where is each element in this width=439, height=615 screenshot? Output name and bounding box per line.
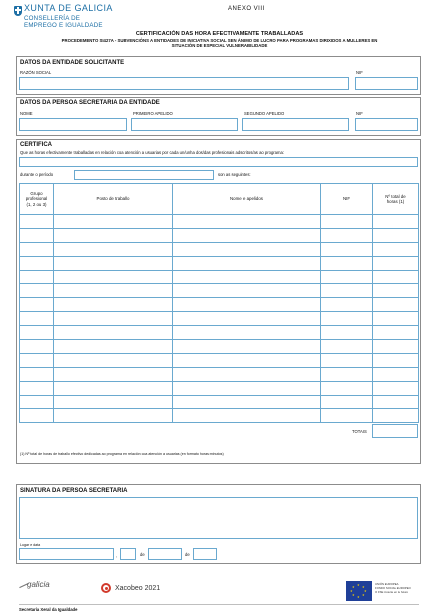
row-nif-cell[interactable] bbox=[321, 381, 373, 395]
government-name: XUNTA DE GALICIA bbox=[24, 3, 113, 13]
row-posto-cell[interactable] bbox=[54, 353, 173, 367]
row-nif-cell[interactable] bbox=[321, 256, 373, 270]
row-posto-cell[interactable] bbox=[54, 298, 173, 312]
certifica-intro: Que as horas efectivamente traballadas en relación coa atención a usuarias por cada un/unha dos/das profesionais adscritos/as ao programa: bbox=[20, 150, 284, 155]
row-nif-cell[interactable] bbox=[321, 353, 373, 367]
xacobeo-logo-dot bbox=[105, 587, 108, 590]
footer-divider bbox=[19, 604, 419, 605]
entity-nif-field[interactable] bbox=[355, 77, 418, 90]
hours-table bbox=[19, 183, 419, 423]
row-nome-cell[interactable] bbox=[173, 228, 321, 242]
row-horas-cell[interactable] bbox=[373, 256, 419, 270]
row-nif-cell[interactable] bbox=[321, 367, 373, 381]
razon-social-field[interactable] bbox=[19, 77, 349, 90]
row-grupo-cell[interactable] bbox=[20, 298, 54, 312]
row-posto-cell[interactable] bbox=[54, 312, 173, 326]
footnote: (1) Nº total de horas de traballo efectivo dedicadas ao programa en relación coa atención a usuarias (en formato horas:minutos) bbox=[20, 452, 224, 456]
row-grupo-cell[interactable] bbox=[20, 312, 54, 326]
row-nif-cell[interactable] bbox=[321, 409, 373, 423]
col-horas: Nº total de horas (1) bbox=[373, 184, 419, 215]
row-posto-cell[interactable] bbox=[54, 215, 173, 229]
row-nome-cell[interactable] bbox=[173, 298, 321, 312]
year-field[interactable] bbox=[193, 548, 217, 560]
row-nif-cell[interactable] bbox=[321, 284, 373, 298]
row-grupo-cell[interactable] bbox=[20, 228, 54, 242]
row-horas-cell[interactable] bbox=[373, 298, 419, 312]
place-date-label: Lugar e data bbox=[20, 543, 41, 547]
row-nif-cell[interactable] bbox=[321, 242, 373, 256]
month-field[interactable] bbox=[148, 548, 182, 560]
row-horas-cell[interactable] bbox=[373, 242, 419, 256]
row-grupo-cell[interactable] bbox=[20, 242, 54, 256]
day-field[interactable] bbox=[120, 548, 136, 560]
row-posto-cell[interactable] bbox=[54, 409, 173, 423]
de-label-1: de bbox=[140, 552, 145, 557]
row-nome-cell[interactable] bbox=[173, 256, 321, 270]
row-posto-cell[interactable] bbox=[54, 340, 173, 354]
table-row bbox=[20, 228, 419, 242]
row-nome-cell[interactable] bbox=[173, 395, 321, 409]
row-horas-cell[interactable] bbox=[373, 340, 419, 354]
nome-field[interactable] bbox=[19, 118, 127, 131]
row-posto-cell[interactable] bbox=[54, 242, 173, 256]
row-nome-cell[interactable] bbox=[173, 353, 321, 367]
eu-line-2: FONDO SOCIAL EUROPEO bbox=[375, 586, 411, 590]
row-nome-cell[interactable] bbox=[173, 312, 321, 326]
row-nif-cell[interactable] bbox=[321, 312, 373, 326]
document-subtitle bbox=[0, 38, 439, 48]
row-nif-cell[interactable] bbox=[321, 326, 373, 340]
row-nome-cell[interactable] bbox=[173, 367, 321, 381]
col-grupo: Grupo profesional (1, 2 ou 3) bbox=[20, 184, 54, 215]
subtitle-line-2: SITUACIÓN DE ESPECIAL VULNERABILIDADE bbox=[171, 43, 268, 49]
col-nome: Nome e apelidos bbox=[173, 184, 321, 215]
col-nif: NIF bbox=[321, 184, 373, 215]
row-horas-cell[interactable] bbox=[373, 367, 419, 381]
xacobeo-logo-text: Xacobeo 2021 bbox=[115, 585, 161, 592]
footer-note: Secretaría Xeral da Igualdade bbox=[19, 607, 78, 612]
secretary-nif-field[interactable] bbox=[355, 118, 418, 131]
row-nome-cell[interactable] bbox=[173, 326, 321, 340]
table-row bbox=[20, 395, 419, 409]
row-nif-cell[interactable] bbox=[321, 298, 373, 312]
following-label: son as seguintes: bbox=[218, 172, 251, 177]
certifica-title: CERTIFICA bbox=[20, 142, 52, 148]
table-row bbox=[20, 242, 419, 256]
period-field[interactable] bbox=[74, 170, 214, 180]
row-posto-cell[interactable] bbox=[54, 256, 173, 270]
xunta-shield-icon bbox=[14, 6, 22, 16]
department-line-2: EMPREGO E IGUALDADE bbox=[24, 22, 103, 29]
row-horas-cell[interactable] bbox=[373, 395, 419, 409]
table-row bbox=[20, 215, 419, 229]
totals-label: TOTAIS bbox=[352, 429, 367, 434]
signature-title: SINATURA DA PERSOA SECRETARIA bbox=[20, 488, 128, 494]
row-nome-cell[interactable] bbox=[173, 215, 321, 229]
row-grupo-cell[interactable] bbox=[20, 381, 54, 395]
row-grupo-cell[interactable] bbox=[20, 215, 54, 229]
signature-field[interactable] bbox=[19, 497, 418, 539]
first-surname-field[interactable] bbox=[131, 118, 238, 131]
certifica-intro-field[interactable] bbox=[19, 157, 418, 167]
table-header-row bbox=[20, 184, 419, 215]
row-horas-cell[interactable] bbox=[373, 312, 419, 326]
row-posto-cell[interactable] bbox=[54, 395, 173, 409]
row-grupo-cell[interactable] bbox=[20, 256, 54, 270]
row-horas-cell[interactable] bbox=[373, 284, 419, 298]
col-posto: Posto de traballo bbox=[54, 184, 173, 215]
row-horas-cell[interactable] bbox=[373, 381, 419, 395]
row-grupo-cell[interactable] bbox=[20, 353, 54, 367]
entity-section-title: DATOS DA ENTIDADE SOLICITANTE bbox=[20, 60, 125, 66]
row-posto-cell[interactable] bbox=[54, 270, 173, 284]
row-nif-cell[interactable] bbox=[321, 228, 373, 242]
place-field[interactable] bbox=[19, 548, 114, 560]
row-grupo-cell[interactable] bbox=[20, 367, 54, 381]
table-row bbox=[20, 340, 419, 354]
nome-label: NOME bbox=[20, 111, 33, 116]
table-row bbox=[20, 409, 419, 423]
galicia-logo-text: galicia bbox=[27, 580, 50, 589]
table-row bbox=[20, 367, 419, 381]
row-nome-cell[interactable] bbox=[173, 409, 321, 423]
table-row bbox=[20, 284, 419, 298]
secretary-nif-label: NIF bbox=[356, 111, 363, 116]
eu-flag-icon: ★ ★ ★ ★ ★ ★ ★ ★ bbox=[346, 581, 372, 601]
eu-text bbox=[375, 582, 411, 594]
de-label-2: de bbox=[185, 552, 190, 557]
row-grupo-cell[interactable] bbox=[20, 284, 54, 298]
row-nome-cell[interactable] bbox=[173, 242, 321, 256]
row-nome-cell[interactable] bbox=[173, 284, 321, 298]
row-nome-cell[interactable] bbox=[173, 340, 321, 354]
table-row bbox=[20, 256, 419, 270]
eu-line-3: O FSE invierte en tu futuro bbox=[375, 590, 409, 594]
document-title: CERTIFICACIÓN DAS HORA EFECTIVAMENTE TRABALLADAS bbox=[135, 31, 304, 37]
row-nome-cell[interactable] bbox=[173, 381, 321, 395]
row-posto-cell[interactable] bbox=[54, 326, 173, 340]
row-horas-cell[interactable] bbox=[373, 353, 419, 367]
table-row bbox=[20, 353, 419, 367]
row-horas-cell[interactable] bbox=[373, 228, 419, 242]
secretary-section-title: DATOS DA PERSOA SECRETARIA DA ENTIDADE bbox=[20, 100, 160, 106]
row-grupo-cell[interactable] bbox=[20, 409, 54, 423]
table-row bbox=[20, 326, 419, 340]
subtitle-line-1: PROCEDEMENTO SI427A - SUBVENCIÓNS A ENTIDADES DE INICIATIVA SOCIAL SEN ÁNIMO DE LUCRO PARA PROGRAMAS DIRIXIDOS A MULLERES EN bbox=[61, 38, 378, 43]
department-name bbox=[24, 15, 103, 29]
period-label: durante o período bbox=[20, 172, 54, 177]
row-nome-cell[interactable] bbox=[173, 270, 321, 284]
row-horas-cell[interactable] bbox=[373, 270, 419, 284]
row-horas-cell[interactable] bbox=[373, 215, 419, 229]
table-row bbox=[20, 381, 419, 395]
eu-line-1: UNIÓN EUROPEA bbox=[375, 582, 399, 586]
row-grupo-cell[interactable] bbox=[20, 270, 54, 284]
department-line-1: CONSELLERÍA DE bbox=[24, 15, 81, 22]
row-horas-cell[interactable] bbox=[373, 326, 419, 340]
entity-nif-label: NIF bbox=[356, 70, 363, 75]
row-grupo-cell[interactable] bbox=[20, 326, 54, 340]
first-surname-label: PRIMEIRO APELIDO bbox=[133, 111, 173, 116]
row-posto-cell[interactable] bbox=[54, 284, 173, 298]
second-surname-field[interactable] bbox=[242, 118, 349, 131]
row-grupo-cell[interactable] bbox=[20, 340, 54, 354]
row-nif-cell[interactable] bbox=[321, 340, 373, 354]
row-horas-cell[interactable] bbox=[373, 409, 419, 423]
table-row bbox=[20, 298, 419, 312]
totals-field[interactable] bbox=[372, 424, 418, 438]
table-row bbox=[20, 270, 419, 284]
row-grupo-cell[interactable] bbox=[20, 395, 54, 409]
razon-social-label: RAZÓN SOCIAL bbox=[20, 70, 52, 75]
row-posto-cell[interactable] bbox=[54, 381, 173, 395]
row-posto-cell[interactable] bbox=[54, 228, 173, 242]
second-surname-label: SEGUNDO APELIDO bbox=[244, 111, 285, 116]
row-posto-cell[interactable] bbox=[54, 367, 173, 381]
row-nif-cell[interactable] bbox=[321, 270, 373, 284]
row-nif-cell[interactable] bbox=[321, 215, 373, 229]
comma-separator: , bbox=[116, 553, 118, 558]
row-nif-cell[interactable] bbox=[321, 395, 373, 409]
annex-label: ANEXO VIII bbox=[228, 6, 265, 12]
table-row bbox=[20, 312, 419, 326]
